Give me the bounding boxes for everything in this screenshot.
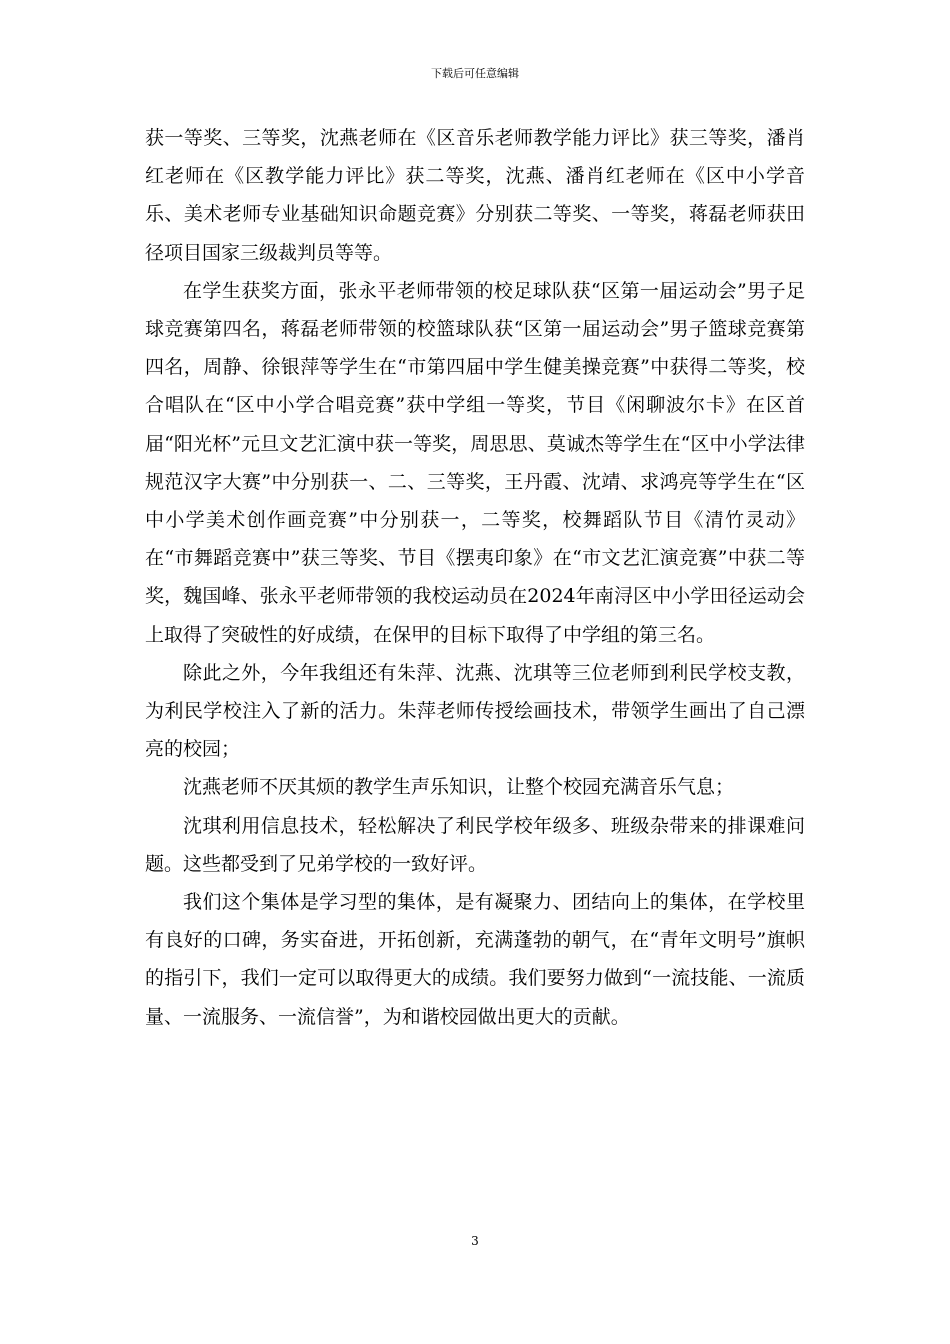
page-number: 3 [471,1234,479,1248]
paragraph-student-awards: 在学生获奖方面，张永平老师带领的校足球队获“区第一届运动会”男子足球竞赛第四名，蒋磊老师带领的校篮球队获“区第一届运动会”男子篮球竞赛第四名，周静、徐银萍等学生在“市第四届中学生健美操竞赛”中获得二等奖，校合唱队在“区中小学合唱竞赛”获中学组一等奖，节目《闲聊波尔卡》在区首届“阳光杯”元旦文艺汇演中获一等奖，周思思、莫诚杰等学生在“区中小学法律规范汉字大赛”中分别获一、二、三等奖，王丹霞、沈靖、求鸿亮等学生在“区中小学美术创作画竞赛”中分别获一，二等奖，校舞蹈队节目《清竹灵动》在“市舞蹈竞赛中”获三等奖、节目《摆夷印象》在“市文艺汇演竞赛”中获二等奖，魏国峰、张永平老师带领的我校运动员在2024年南浔区中小学田径运动会上取得了突破性的好成绩，在保甲的目标下取得了中学组的第三名。 [145,279,805,646]
paragraph-teacher-awards-continued: 获一等奖、三等奖，沈燕老师在《区音乐老师教学能力评比》获三等奖，潘肖红老师在《区教学能力评比》获二等奖，沈燕、潘肖红老师在《区中小学音乐、美术老师专业基础知识命题竞赛》分别获二等奖、一等奖，蒋磊老师获田径项目国家三级裁判员等等。 [145,127,805,264]
page-header: 下载后可任意编辑 [431,67,519,80]
paragraph-support-teaching: 除此之外，今年我组还有朱萍、沈燕、沈琪等三位老师到利民学校支教，为利民学校注入了新的活力。朱萍老师传授绘画技术，带领学生画出了自己漂亮的校园； [145,661,805,761]
document-body [145,119,805,1036]
paragraph-scheduling: 沈琪利用信息技术，轻松解决了利民学校年级多、班级杂带来的排课难问题。这些都受到了兄弟学校的一致好评。 [145,814,805,875]
paragraph-conclusion: 我们这个集体是学习型的集体，是有凝聚力、团结向上的集体，在学校里有良好的口碑，务实奋进，开拓创新，充满蓬勃的朝气，在“青年文明号”旗帜的指引下，我们一定可以取得更大的成绩。我们要努力做到“一流技能、一流质量、一流服务、一流信誉”，为和谐校园做出更大的贡献。 [145,891,805,1028]
paragraph-music-teaching: 沈燕老师不厌其烦的教学生声乐知识，让整个校园充满音乐气息； [183,776,735,799]
